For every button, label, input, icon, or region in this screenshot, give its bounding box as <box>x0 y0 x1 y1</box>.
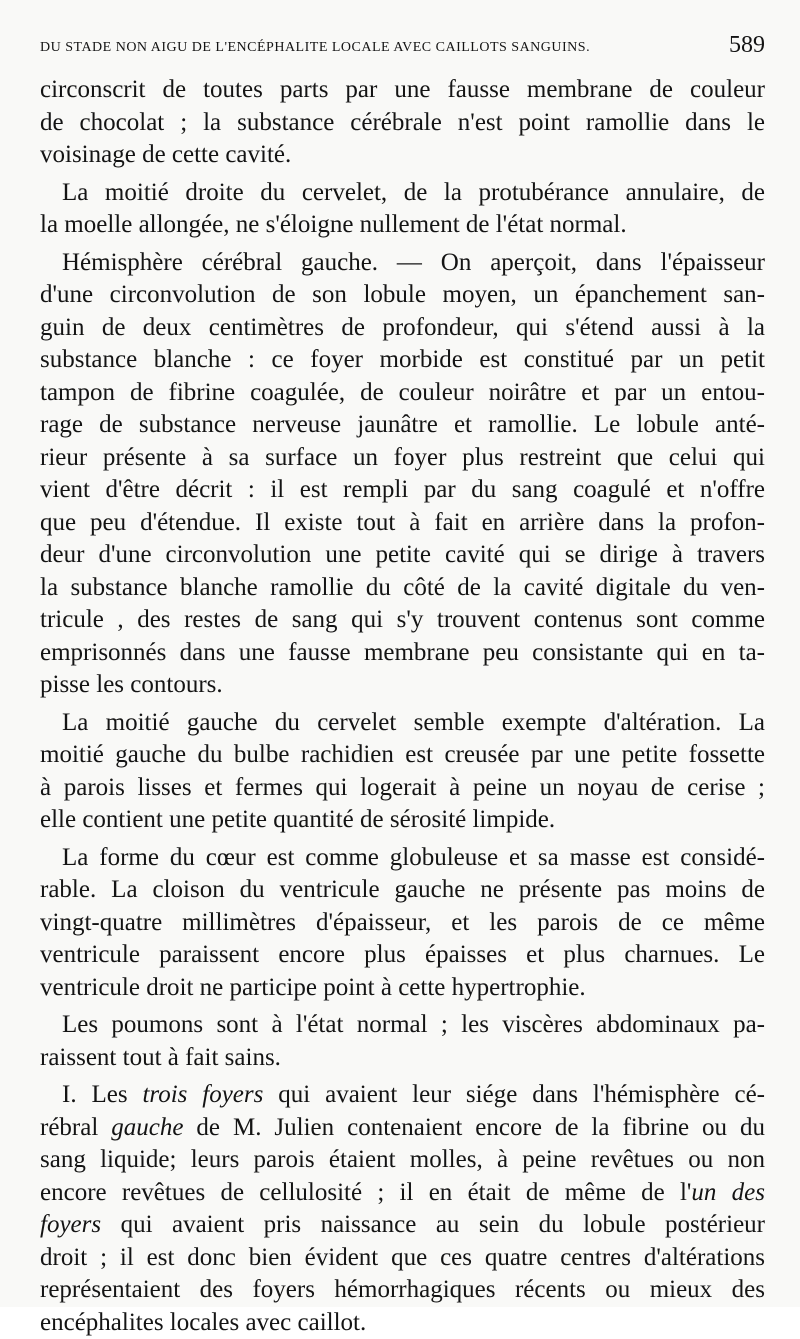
paragraph <box>40 1009 765 1074</box>
emphasis: un des <box>691 1179 765 1206</box>
text-line: d'une circonvolution de son lobule moyen, un épanchement san- <box>40 279 765 312</box>
text-line: rébral gauche de M. Julien contenaient encore de la fibrine ou du <box>40 1112 765 1145</box>
paragraph <box>40 1079 765 1339</box>
text-line: emprisonnés dans une fausse membrane peu consistante qui en ta- <box>40 637 765 670</box>
text-line: elle contient une petite quantité de sérosité limpide. <box>40 804 765 837</box>
text-line: rage de substance nerveuse jaunâtre et ramollie. Le lobule anté- <box>40 409 765 442</box>
running-head <box>40 30 765 62</box>
text-line: tampon de fibrine coagulée, de couleur noirâtre et par un entou- <box>40 377 765 410</box>
text-line: voisinage de cette cavité. <box>40 139 765 172</box>
text-line: guin de deux centimètres de profondeur, qui s'étend aussi à la <box>40 312 765 345</box>
paragraph <box>40 707 765 837</box>
text-line: encéphalites locales avec caillot. <box>40 1307 765 1339</box>
text-line: circonscrit de toutes parts par une fausse membrane de couleur <box>40 74 765 107</box>
text-line: moitié gauche du bulbe rachidien est creusée par une petite fossette <box>40 739 765 772</box>
text-line: représentaient des foyers hémorrhagiques récents ou mieux des <box>40 1274 765 1307</box>
paragraph <box>40 74 765 172</box>
text-line: raissent tout à fait sains. <box>40 1042 765 1075</box>
text-line: deur d'une circonvolution une petite cavité qui se dirige à travers <box>40 539 765 572</box>
body-text <box>40 74 765 1339</box>
text-line: vingt-quatre millimètres d'épaisseur, et les parois de ce même <box>40 907 765 940</box>
text-line: ventricule paraissent encore plus épaisses et plus charnues. Le <box>40 939 765 972</box>
paragraph <box>40 842 765 1005</box>
text-line: La forme du cœur est comme globuleuse et sa masse est considé- <box>40 842 765 875</box>
text-line: Les poumons sont à l'état normal ; les viscères abdominaux pa- <box>40 1009 765 1042</box>
paragraph <box>40 247 765 702</box>
text-line: substance blanche : ce foyer morbide est constitué par un petit <box>40 344 765 377</box>
text-line: La moitié droite du cervelet, de la protubérance annulaire, de <box>40 177 765 210</box>
text-line: ventricule droit ne participe point à cette hypertrophie. <box>40 972 765 1005</box>
text-line: vient d'être décrit : il est rempli par du sang coagulé et n'offre <box>40 474 765 507</box>
text-line: tricule , des restes de sang qui s'y trouvent contenus sont comme <box>40 604 765 637</box>
text-line: pisse les contours. <box>40 669 765 702</box>
text-line: foyers qui avaient pris naissance au sein du lobule postérieur <box>40 1209 765 1242</box>
text-line: rieur présente à sa surface un foyer plus restreint que celui qui <box>40 442 765 475</box>
text-line: la substance blanche ramollie du côté de la cavité digitale du ven- <box>40 572 765 605</box>
text-line: I. Les trois foyers qui avaient leur siége dans l'hémisphère cé- <box>40 1079 765 1112</box>
emphasis: gauche <box>111 1114 183 1141</box>
text-line: que peu d'étendue. Il existe tout à fait en arrière dans la profon- <box>40 507 765 540</box>
page-number: 589 <box>729 32 765 59</box>
text-line: encore revêtues de cellulosité ; il en était de même de l'un des <box>40 1177 765 1210</box>
text-line: Hémisphère cérébral gauche. — On aperçoit, dans l'épaisseur <box>40 247 765 280</box>
text-line: La moitié gauche du cervelet semble exempte d'altération. La <box>40 707 765 740</box>
text-line: rable. La cloison du ventricule gauche ne présente pas moins de <box>40 874 765 907</box>
text-line: la moelle allongée, ne s'éloigne nullement de l'état normal. <box>40 209 765 242</box>
running-title: DU STADE NON AIGU DE L'ENCÉPHALITE LOCALE AVEC CAILLOTS SANGUINS. <box>40 40 590 56</box>
emphasis: trois foyers <box>142 1081 263 1108</box>
text-line: de chocolat ; la substance cérébrale n'est point ramollie dans le <box>40 107 765 140</box>
paragraph <box>40 177 765 242</box>
text-line: sang liquide; leurs parois étaient molles, à peine revêtues ou non <box>40 1144 765 1177</box>
emphasis: foyers <box>40 1211 101 1238</box>
text-line: droit ; il est donc bien évident que ces quatre centres d'altérations <box>40 1242 765 1275</box>
text-line: à parois lisses et fermes qui logerait à peine un noyau de cerise ; <box>40 772 765 805</box>
